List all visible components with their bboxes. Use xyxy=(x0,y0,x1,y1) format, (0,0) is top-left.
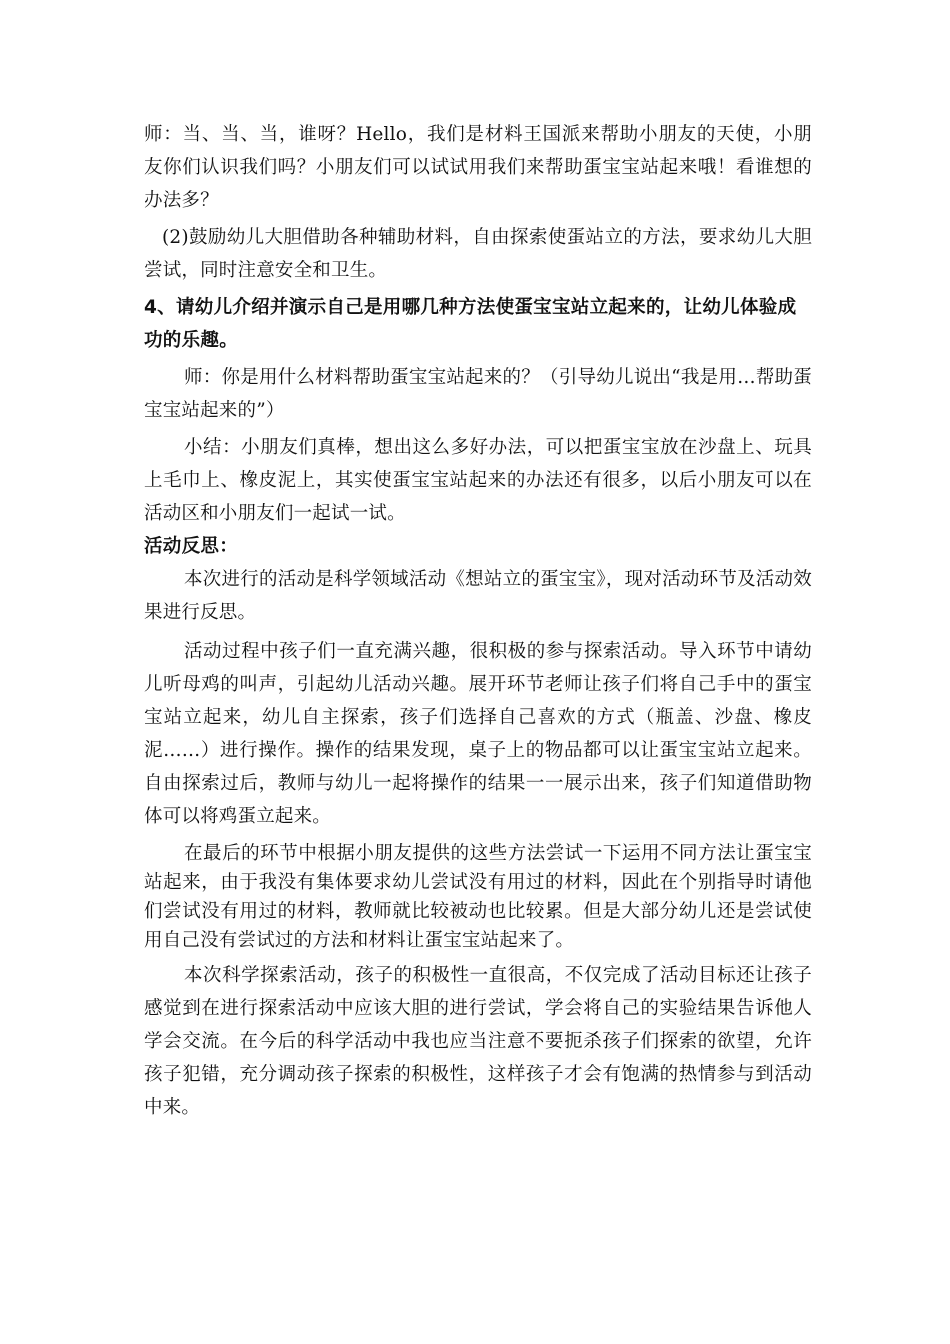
paragraph-teacher-dialogue: 师：当、当、当，谁呀？Hello，我们是材料王国派来帮助小朋友的天使，小朋友你们认识我们吗？小朋友们可以试试用我们来帮助蛋宝宝站起来哦！看谁想的办法多？ xyxy=(144,124,812,211)
paragraph-reflection-final-step: 在最后的环节中根据小朋友提供的这些方法尝试一下运用不同方法让蛋宝宝站起来，由于我没有集体要求幼儿尝试没有用过的材料，因此在个别指导时请他们尝试没有用过的材料，教师就比较被动也比较累。但是大部分幼儿还是尝试使用自己没有尝试过的方法和材料让蛋宝宝站起来了。 xyxy=(144,843,812,951)
paragraph-encourage-step: (2)鼓励幼儿大胆借助各种辅助材料，自由探索使蛋站立的方法，要求幼儿大胆尝试，同时注意安全和卫生。 xyxy=(144,227,812,281)
paragraph-reflection-conclusion: 本次科学探索活动，孩子的积极性一直很高，不仅完成了活动目标还让孩子感觉到在进行探索活动中应该大胆的进行尝试，学会将自己的实验结果告诉他人学会交流。在今后的科学活动中我也应当注意不要扼杀孩子们探索的欲望，允许孩子犯错，充分调动孩子探索的积极性，这样孩子才会有饱满的热情参与到活动中来。 xyxy=(144,965,812,1118)
paragraph-teacher-question: 师：你是用什么材料帮助蛋宝宝站起来的？（引导幼儿说出“我是用…帮助蛋宝宝站起来的”） xyxy=(144,367,812,421)
paragraph-reflection-process: 活动过程中孩子们一直充满兴趣，很积极的参与探索活动。导入环节中请幼儿听母鸡的叫声，引起幼儿活动兴趣。展开环节老师让孩子们将自己手中的蛋宝宝站立起来，幼儿自主探索，孩子们选择自己喜欢的方式（瓶盖、沙盘、橡皮泥……）进行操作。操作的结果发现，桌子上的物品都可以让蛋宝宝站立起来。自由探索过后，教师与幼儿一起将操作的结果一一展示出来，孩子们知道借助物体可以将鸡蛋立起来。 xyxy=(144,641,812,827)
paragraph-reflection-intro: 本次进行的活动是科学领域活动《想站立的蛋宝宝》，现对活动环节及活动效果进行反思。 xyxy=(144,569,812,623)
document-body xyxy=(144,118,812,1124)
step-heading-4: 4、请幼儿介绍并演示自己是用哪几种方法使蛋宝宝站立起来的，让幼儿体验成功的乐趣。 xyxy=(144,297,797,351)
section-heading-reflection: 活动反思： xyxy=(144,536,239,557)
paragraph-summary: 小结：小朋友们真棒，想出这么多好办法，可以把蛋宝宝放在沙盘上、玩具上毛巾上、橡皮泥上，其实使蛋宝宝站起来的办法还有很多，以后小朋友可以在活动区和小朋友们一起试一试。 xyxy=(144,437,812,524)
